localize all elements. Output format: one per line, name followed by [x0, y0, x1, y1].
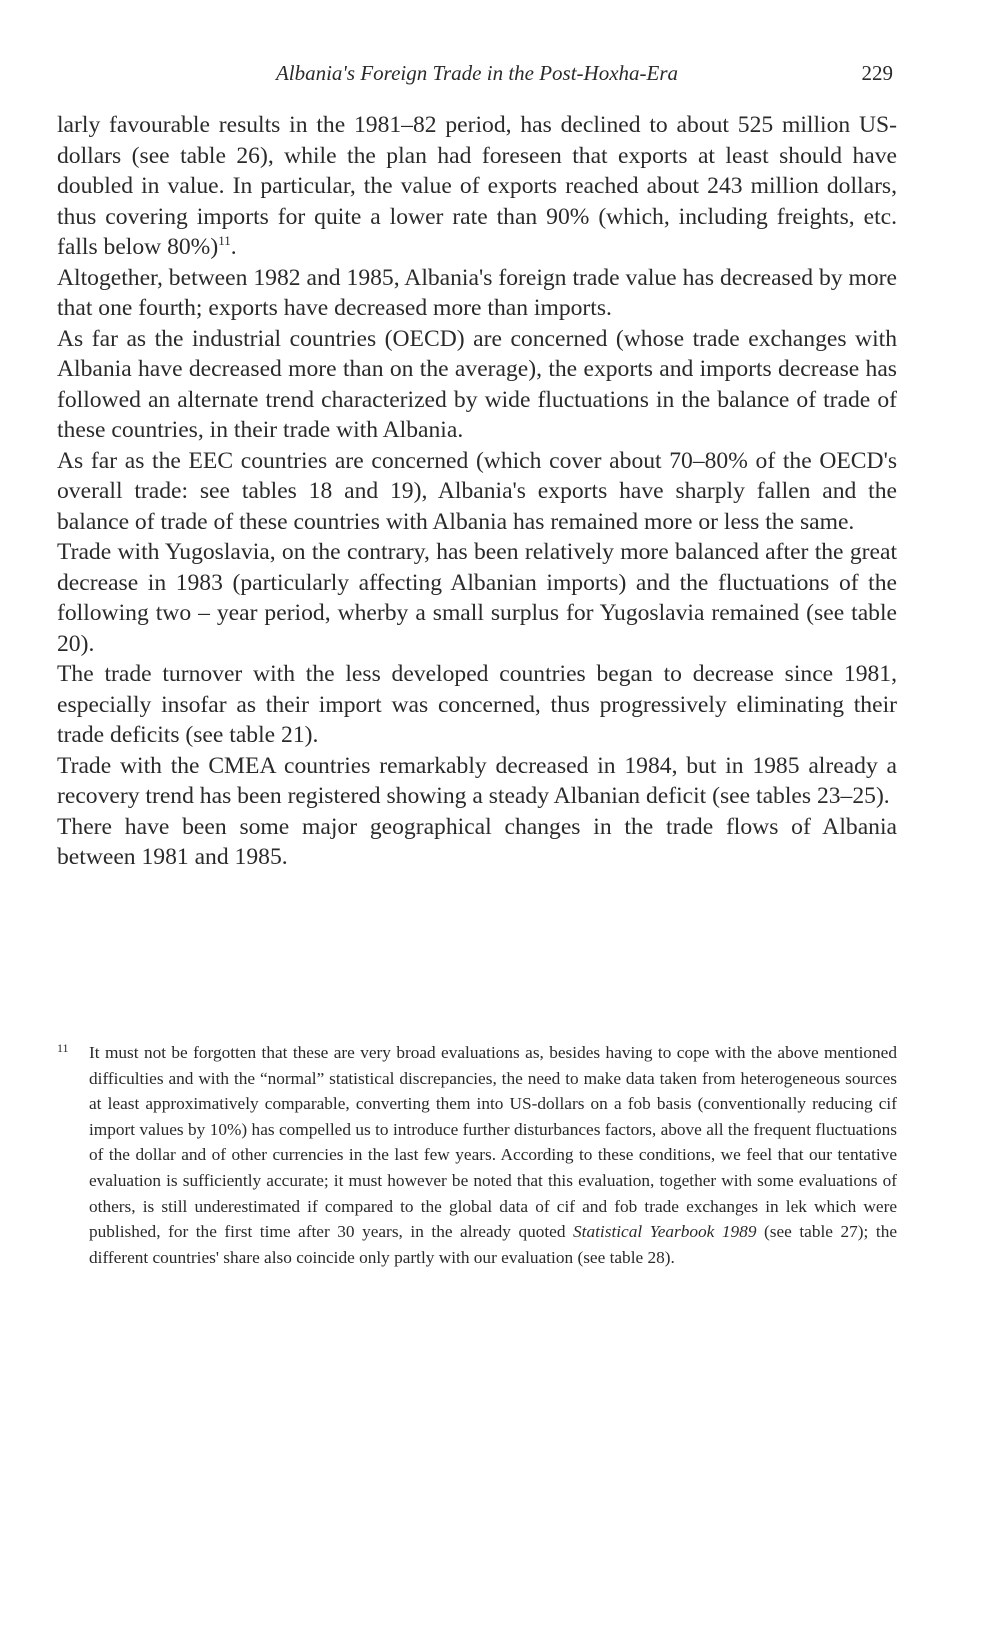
running-head: [57, 58, 897, 88]
paragraph-1: [57, 110, 897, 263]
paragraph-2: Altogether, between 1982 and 1985, Albania's foreign trade value has decreased by more that one fourth; exports have decreased more than imports.: [57, 264, 897, 321]
footnote-marker: 11: [57, 1041, 69, 1055]
paragraph-1-text: larly favourable results in the 1981–82 period, has declined to about 525 million US-dollars (see table 26), while the plan had foreseen that exports at least should have doubled in value. In particular, the value of exports reached about 243 million dollars, thus covering imports for quite a lower rate than 90% (which, including freights, etc. falls below 80%): [57, 112, 897, 260]
footnote-11: [57, 1040, 897, 1270]
footnote-reference: 11: [218, 233, 231, 249]
body-text: [57, 110, 897, 873]
paragraph-8: There have been some major geographical changes in the trade flows of Albania between 1981 and 1985.: [57, 813, 897, 870]
paragraph-1-end: .: [230, 234, 237, 260]
footnote-text-after: (see table 27); the different countries' share also coincide only partly with our evaluation (see table 28).: [89, 1222, 897, 1267]
footnote-cited-title: Statistical Yearbook 1989: [573, 1222, 757, 1242]
paragraph-3: As far as the industrial countries (OECD) are concerned (whose trade exchanges with Albania have decreased more than on the average), the exports and imports decrease has followed an alternate trend characterized by wide fluctuations in the balance of trade of these countries, in their trade with Albania.: [57, 325, 897, 443]
footnote-text-before: It must not be forgotten that these are very broad evaluations as, besides having to cope with the above mentioned difficulties and with the “normal” statistical discrepancies, the need to make data taken from heterogeneous sources at least approximatively comparable, converting them into US-dollars on a fob basis (conventionally reducing cif import values by 10%) has compelled us to introduce further disturbances factors, above all the frequent fluctuations of the dollar and of other currencies in the last few years. According to these conditions, we feel that our tentative evaluation is sufficiently accurate; it must however be noted that this evaluation, together with some evaluations of others, is still underestimated if compared to the global data of cif and fob trade exchanges in lek which were published, for the first time after 30 years, in the already quoted: [89, 1043, 897, 1242]
book-page: [57, 0, 897, 1629]
paragraph-4: As far as the EEC countries are concerned (which cover about 70–80% of the OECD's overall trade: see tables 18 and 19), Albania's exports have sharply fallen and the balance of trade of these countries with Albania has remained more or less the same.: [57, 447, 897, 535]
running-title: Albania's Foreign Trade in the Post-Hoxha-Era: [275, 61, 679, 85]
page-number: 229: [861, 61, 893, 85]
footnote-text: [89, 1040, 897, 1270]
paragraph-6: The trade turnover with the less developed countries began to decrease since 1981, especially insofar as their import was concerned, thus progressively eliminating their trade deficits (see table 21).: [57, 661, 897, 748]
paragraph-7: Trade with the CMEA countries remarkably decreased in 1984, but in 1985 already a recovery trend has been registered showing a steady Albanian deficit (see tables 23–25).: [57, 752, 897, 809]
paragraph-5: Trade with Yugoslavia, on the contrary, has been relatively more balanced after the great decrease in 1983 (particularly affecting Albanian imports) and the fluctuations of the following two – year period, wherby a small surplus for Yugoslavia remained (see table 20).: [57, 539, 897, 657]
